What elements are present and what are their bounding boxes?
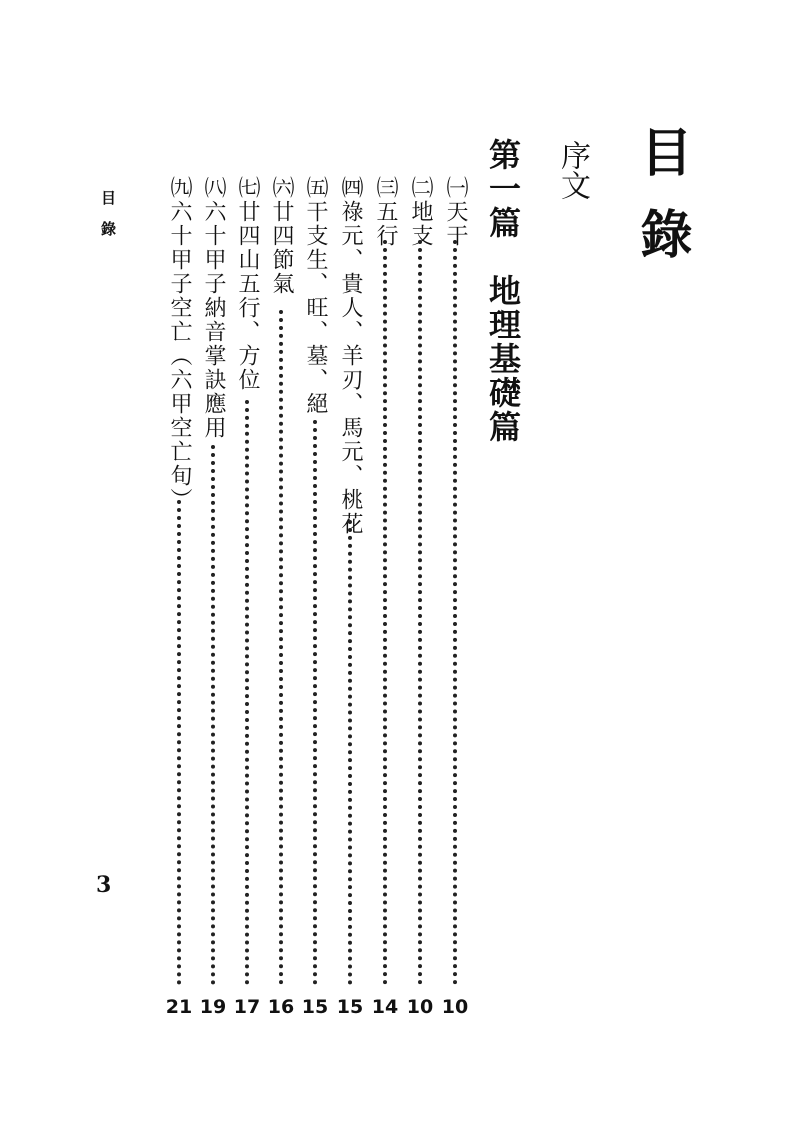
- toc-entry-label: ㈦廿四山五行、方位: [235, 176, 260, 392]
- part-heading: 第一篇 地理基礎篇: [484, 138, 522, 444]
- toc-entry-label: ㈠天干: [443, 176, 468, 248]
- toc-entry-page: 16: [267, 996, 295, 1018]
- leader-dots: [418, 240, 422, 985]
- toc-entry-page: 14: [371, 996, 399, 1018]
- leader-dots: [279, 310, 283, 985]
- toc-entry-label: ㈧六十甲子納音掌訣應用: [201, 176, 226, 440]
- leader-dots: [348, 520, 352, 985]
- preface-heading: 序文: [555, 140, 590, 200]
- toc-entry-page: 19: [199, 996, 227, 1018]
- running-header: 目錄: [99, 190, 117, 252]
- leader-dots: [245, 400, 249, 985]
- toc-entry-page: 10: [406, 996, 434, 1018]
- toc-entry-label: ㈥廿四節氣: [269, 176, 294, 296]
- leader-dots: [177, 500, 181, 985]
- page-title: 目錄: [631, 125, 692, 289]
- toc-entry-label: ㈨六十甲子空亡（六甲空亡旬）: [167, 176, 192, 512]
- toc-entry-page: 15: [301, 996, 329, 1018]
- toc-entry-label: ㈤干支生、旺、墓、絕: [303, 176, 328, 416]
- toc-entry-page: 15: [336, 996, 364, 1018]
- toc-entry-page: 21: [165, 996, 193, 1018]
- toc-entry-page: 10: [441, 996, 469, 1018]
- leader-dots: [453, 240, 457, 985]
- toc-entry-label: ㈣祿元、貴人、羊刃、馬元、桃花: [338, 176, 363, 536]
- leader-dots: [383, 240, 387, 985]
- toc-entry-label: ㈡地支: [408, 176, 433, 248]
- toc-entry-label: ㈢五行: [373, 176, 398, 248]
- toc-entry-page: 17: [233, 996, 261, 1018]
- leader-dots: [313, 420, 317, 985]
- page-number: 3: [96, 872, 112, 898]
- leader-dots: [211, 445, 215, 985]
